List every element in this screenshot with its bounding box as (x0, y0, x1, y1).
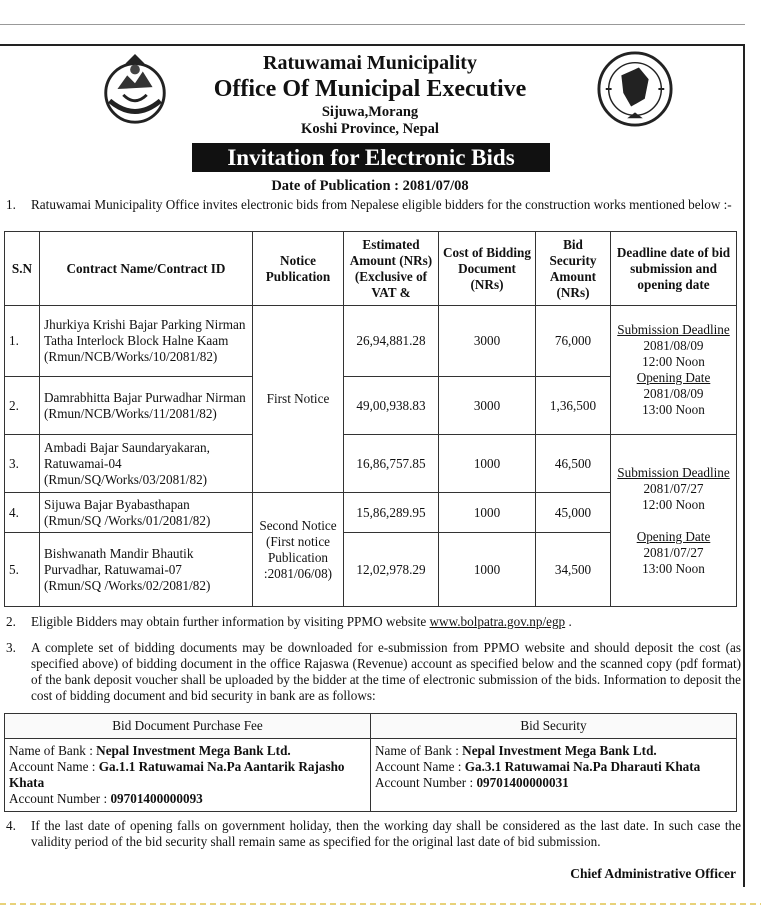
ppmo-website-link[interactable]: www.bolpatra.gov.np/egp (429, 614, 566, 629)
header-notice: Notice Publication (253, 232, 344, 306)
row-security: 1,36,500 (536, 377, 611, 435)
contract-id: (Rmun/NCB/Works/10/2081/82) (44, 349, 218, 364)
header-estimate: Estimated Amount (NRs) (Exclusive of VAT & (344, 232, 439, 306)
row-estimate: 15,86,289.95 (344, 493, 439, 533)
submission-time: 12:00 Noon (642, 354, 705, 369)
submission-date: 2081/08/09 (643, 338, 704, 353)
bank-detail-row (5, 739, 737, 812)
header-deadline: Deadline date of bid submission and opening date (611, 232, 737, 306)
paragraph-text: If the last date of opening falls on government holiday, then the working day shall be considered as the last date. In such case the validity period of the bid security shall remain same as specified for the original last date of bid submission. (31, 818, 741, 849)
header-cost: Cost of Bidding Document (NRs) (439, 232, 536, 306)
row-cost: 1000 (439, 435, 536, 493)
contract-id: (Rmun/SQ/Works/03/2081/82) (44, 471, 208, 487)
paragraph-text-end: . (565, 614, 572, 629)
bank-label: Name of Bank : (9, 743, 97, 758)
paragraph-1 (6, 197, 741, 231)
contract-id: (Rmun/SQ /Works/02/2081/82) (44, 577, 211, 593)
top-rule (0, 24, 745, 25)
account-name-label: Account Name : (9, 759, 99, 774)
opening-label: Opening Date (636, 370, 711, 385)
municipality-seal-icon (596, 50, 674, 128)
contract-id: (Rmun/SQ /Works/01/2081/82) (44, 512, 211, 528)
opening-date: 2081/07/27 (643, 544, 704, 560)
opening-date: 2081/08/09 (643, 386, 704, 401)
opening-time: 13:00 Noon (642, 402, 705, 417)
paragraph-number: 2. (6, 614, 16, 629)
row-contract (40, 493, 253, 533)
bottom-rule (0, 903, 761, 905)
table-row (5, 435, 737, 493)
row-contract (40, 306, 253, 377)
table-row (5, 306, 737, 377)
paragraph-4 (6, 818, 741, 852)
row-sn: 4. (5, 493, 40, 533)
publication-date: Date of Publication : 2081/07/08 (271, 178, 469, 194)
account-name: Ga.3.1 Ratuwamai Na.Pa Dharauti Khata (464, 759, 701, 774)
header-security: Bid Security Amount (NRs) (536, 232, 611, 306)
account-number-label: Account Number : (9, 791, 111, 806)
contract-name: Bishwanath Mandir Bhautik Purvadhar, Ratuwamai-07 (44, 545, 194, 577)
row-security: 46,500 (536, 435, 611, 493)
opening-label: Opening Date (636, 528, 711, 544)
deadline-group-2 (611, 435, 737, 607)
row-estimate: 12,02,978.29 (344, 533, 439, 607)
table-header-row (5, 232, 737, 306)
bank-header-fee: Bid Document Purchase Fee (5, 714, 371, 739)
row-contract (40, 533, 253, 607)
row-sn: 2. (5, 377, 40, 435)
row-estimate: 16,86,757.85 (344, 435, 439, 493)
row-security: 45,000 (536, 493, 611, 533)
row-security: 34,500 (536, 533, 611, 607)
row-security: 76,000 (536, 306, 611, 377)
header-contract-name: Contract Name/Contract ID (40, 232, 253, 306)
row-sn: 3. (5, 435, 40, 493)
bank-name: Nepal Investment Mega Bank Ltd. (96, 743, 291, 758)
header-sn: S.N (5, 232, 40, 306)
contract-name: Jhurkiya Krishi Bajar Parking Nirman Tatha Interlock Block Halne Kaam (44, 317, 246, 348)
notice-title-banner: Invitation for Electronic Bids (192, 143, 550, 172)
contract-name: Damrabhitta Bajar Purwadhar Nirman (44, 389, 246, 405)
bank-header-security: Bid Security (371, 714, 737, 739)
contract-id: (Rmun/NCB/Works/11/2081/82) (44, 405, 217, 421)
submission-label: Submission Deadline (617, 322, 730, 337)
paragraph-number: 1. (6, 197, 16, 212)
bank-details-table (4, 713, 737, 812)
row-cost: 1000 (439, 493, 536, 533)
account-number: 09701400000093 (110, 791, 203, 806)
opening-time: 13:00 Noon (642, 560, 705, 576)
bank-header-row (5, 714, 737, 739)
paragraph-text (31, 614, 741, 630)
paragraph-number: 3. (6, 640, 16, 655)
row-contract (40, 377, 253, 435)
paragraph-text: A complete set of bidding documents may be downloaded for e-submission from PPMO website and should deposit the cost (as specified above) of bidding document in the office Rajaswa (Revenue) account as specified below and the scanned copy (pdf format) of the bank deposit voucher shall be uploaded by the bidder at the time of electronic submission of the bids. Information to deposit the cost of bidding document and bid security in bank are as follows: (31, 640, 741, 703)
bank-security-details (371, 739, 737, 812)
account-name: Ga.1.1 Ratuwamai Na.Pa Aantarik Rajasho Khata (9, 759, 345, 790)
bank-fee-details (5, 739, 371, 812)
bank-name: Nepal Investment Mega Bank Ltd. (462, 743, 657, 758)
row-estimate: 26,94,881.28 (344, 306, 439, 377)
submission-time: 12:00 Noon (642, 496, 705, 512)
row-contract (40, 435, 253, 493)
municipality-name: Ratuwamai Municipality (263, 52, 477, 74)
deadline-group-1 (611, 306, 737, 435)
signatory-title: Chief Administrative Officer (570, 866, 736, 881)
paragraph-number: 4. (6, 818, 16, 833)
location-line-1: Sijuwa,Morang (321, 104, 419, 120)
paragraph-text: Ratuwamai Municipality Office invites electronic bids from Nepalese eligible bidders for the construction works mentioned below :- (31, 197, 732, 212)
bank-label: Name of Bank : (375, 743, 463, 758)
paragraph-text-start: Eligible Bidders may obtain further information by visiting PPMO website (31, 614, 430, 629)
account-name-label: Account Name : (375, 759, 465, 774)
contract-name: Sijuwa Bajar Byabasthapan (44, 496, 190, 512)
paragraph-2 (6, 614, 741, 632)
notice-first: First Notice (253, 306, 344, 493)
submission-label: Submission Deadline (617, 464, 730, 480)
row-sn: 5. (5, 533, 40, 607)
notice-second: Second Notice (First notice Publication :2081/06/08) (253, 493, 344, 607)
bids-table (4, 231, 737, 607)
location-line-2: Koshi Province, Nepal (301, 121, 439, 137)
paragraph-3 (6, 640, 741, 706)
office-name: Office Of Municipal Executive (213, 76, 527, 102)
row-estimate: 49,00,938.83 (344, 377, 439, 435)
account-number: 09701400000031 (476, 775, 569, 790)
row-cost: 1000 (439, 533, 536, 607)
contract-name: Ambadi Bajar Saundaryakaran, Ratuwamai-04 (44, 439, 210, 471)
row-sn: 1. (5, 306, 40, 377)
row-cost: 3000 (439, 306, 536, 377)
row-cost: 3000 (439, 377, 536, 435)
account-number-label: Account Number : (375, 775, 477, 790)
submission-date: 2081/07/27 (643, 480, 704, 496)
